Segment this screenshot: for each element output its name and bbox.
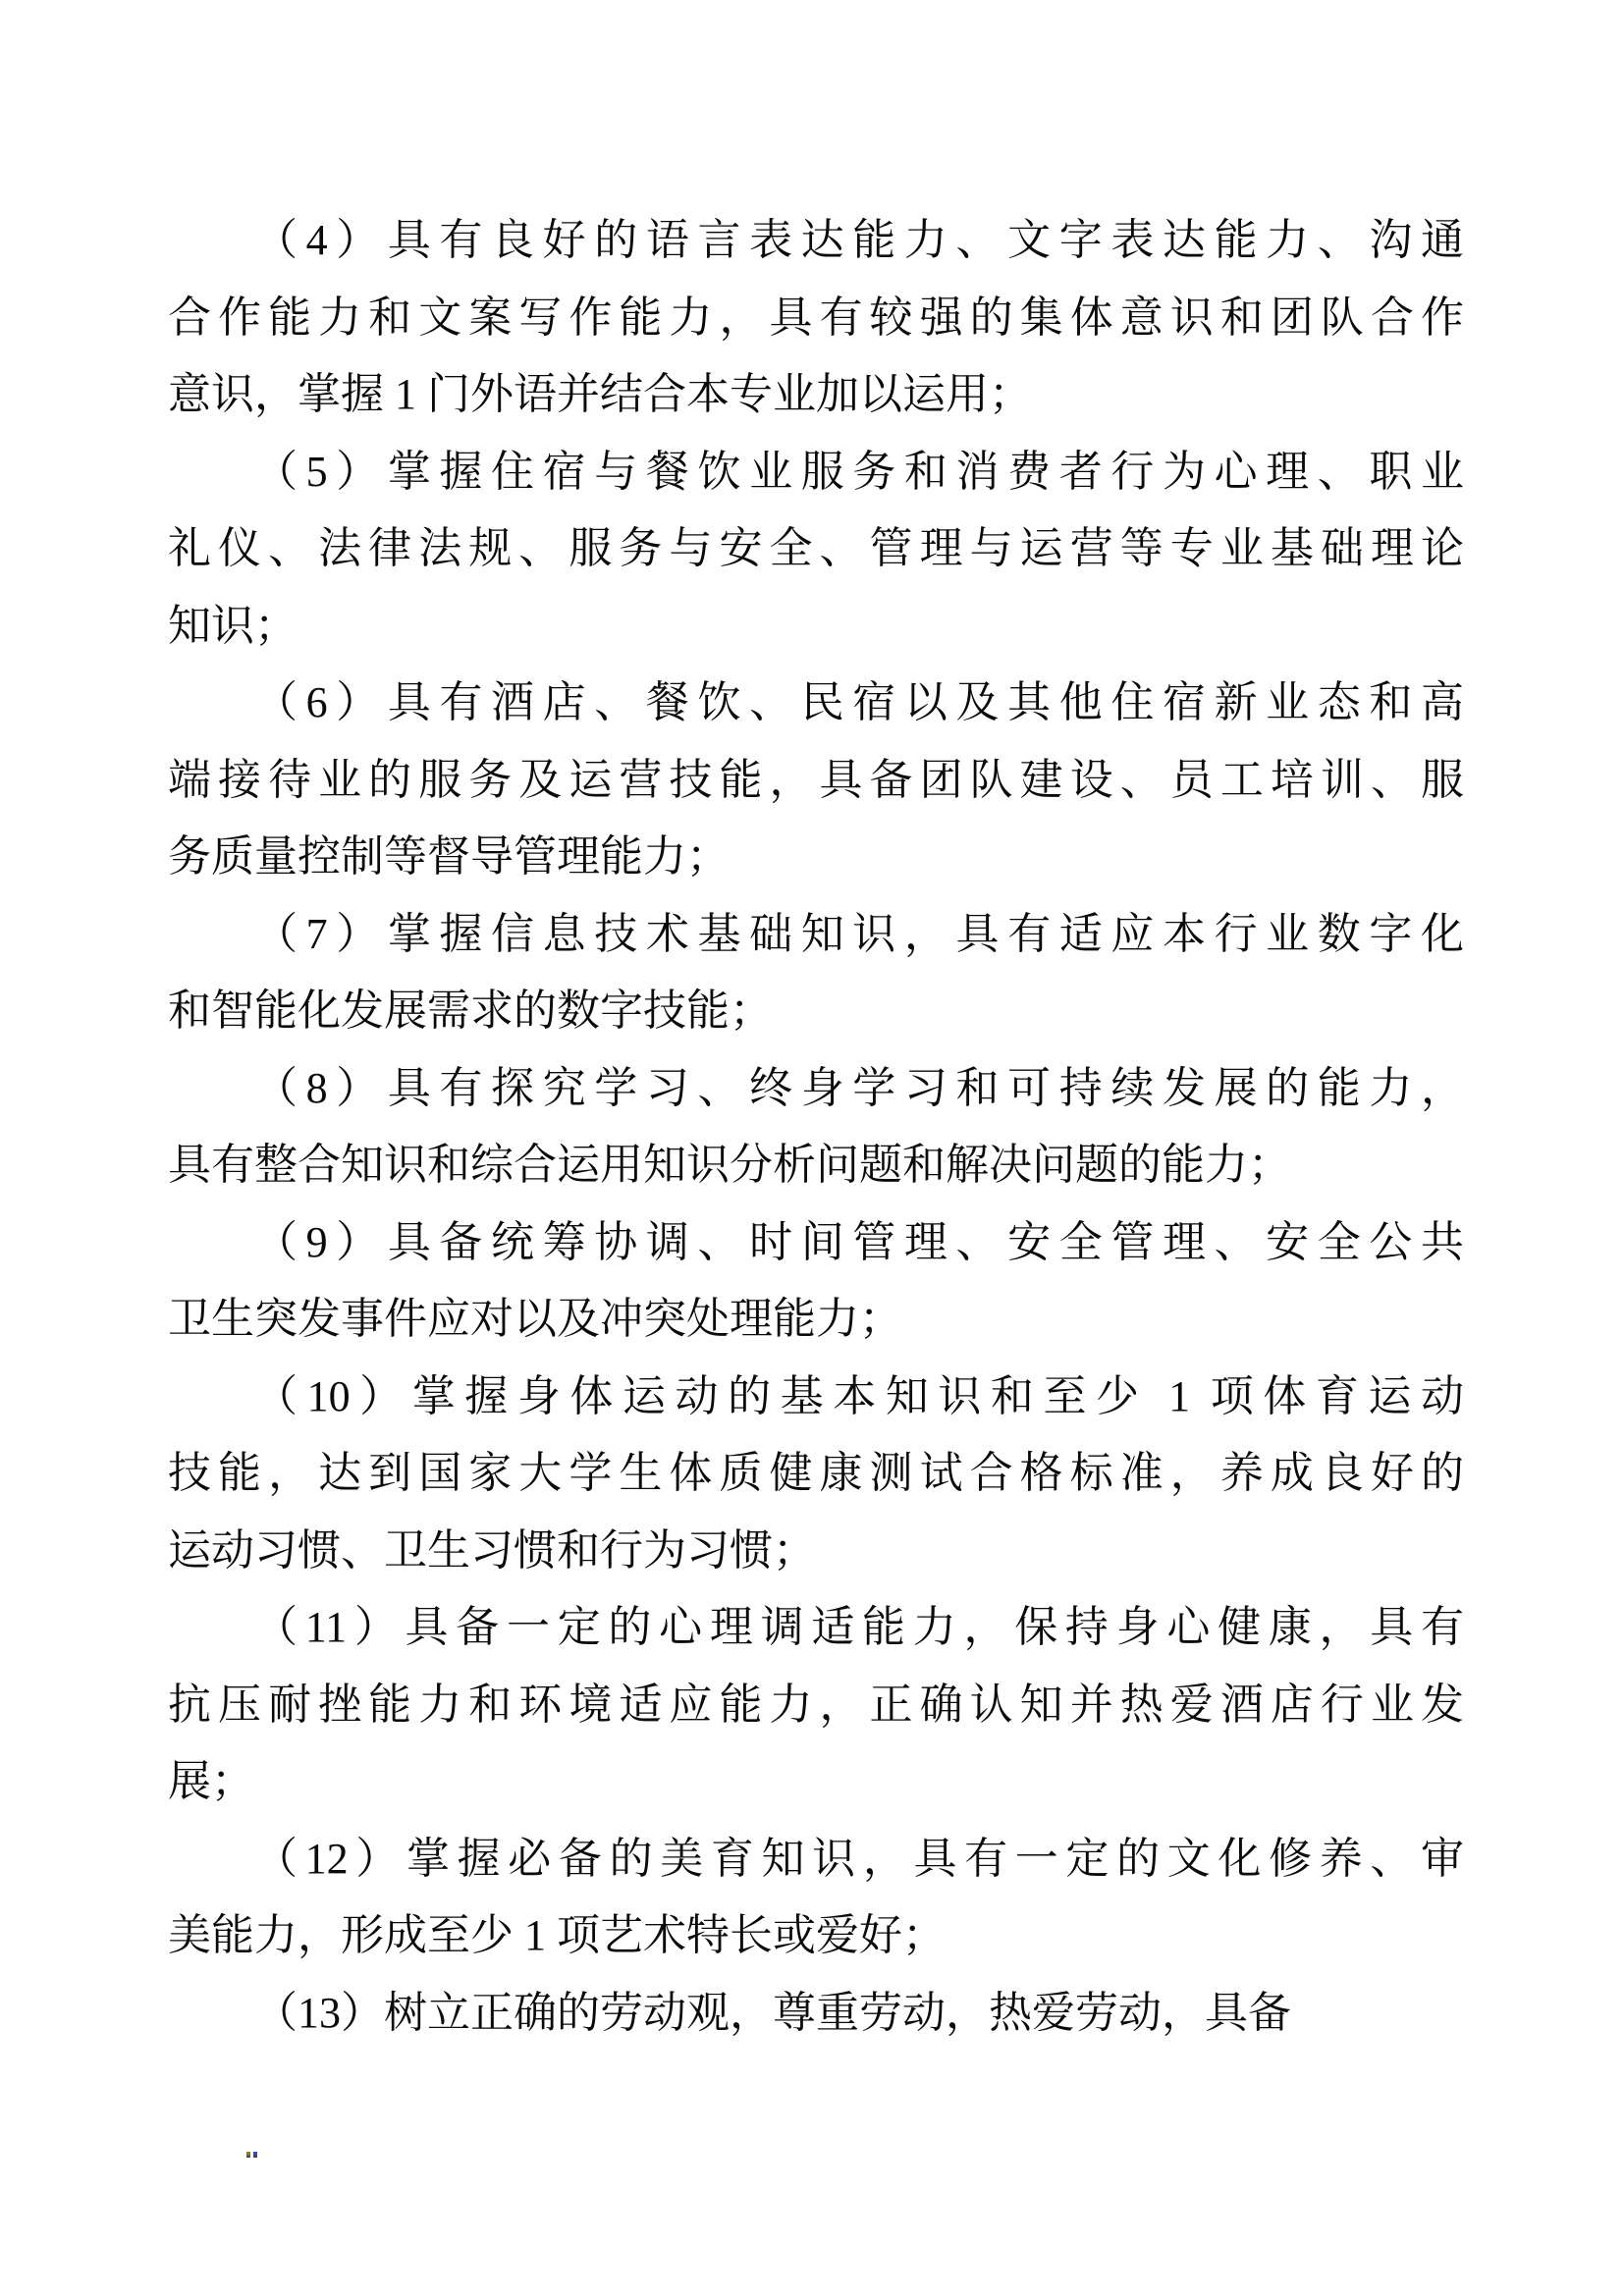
paragraph-line: 和智能化发展需求的数字技能； xyxy=(168,987,773,1035)
paragraph-line: （8）具有探究学习、终身学习和可持续发展的能力， xyxy=(254,1063,1464,1112)
paragraph-line: 卫生突发事件应对以及冲突处理能力； xyxy=(168,1295,902,1343)
paragraph-line: （9）具备统筹协调、时间管理、安全管理、安全公共 xyxy=(254,1217,1464,1266)
paragraph-line: 抗压耐挫能力和环境适应能力，正确认知并热爱酒店行业发 xyxy=(168,1680,1464,1729)
paragraph-line: 知识； xyxy=(168,601,298,650)
paragraph-line: 合作能力和文案写作能力，具有较强的集体意识和团队合作 xyxy=(168,293,1464,342)
paragraph-line: 展； xyxy=(168,1757,254,1805)
document-body xyxy=(168,202,1464,2052)
paragraph-line: 美能力，形成至少 1 项艺术特长或爱好； xyxy=(168,1911,946,1959)
paragraph-line: （11）具备一定的心理调适能力，保持身心健康，具有 xyxy=(254,1603,1464,1651)
paragraph-line: 端接待业的服务及运营技能，具备团队建设、员工培训、服 xyxy=(168,755,1464,804)
paragraph-line: （10）掌握身体运动的基本知识和至少 1 项体育运动 xyxy=(254,1371,1464,1420)
paragraph-line: （4）具有良好的语言表达能力、文字表达能力、沟通 xyxy=(254,216,1464,264)
color-speck xyxy=(246,2152,250,2158)
paragraph-line: 具有整合知识和综合运用知识分析问题和解决问题的能力； xyxy=(168,1141,1291,1189)
paragraph-line: 运动习惯、卫生习惯和行为习惯； xyxy=(168,1525,816,1575)
paragraph-line: （6）具有酒店、餐饮、民宿以及其他住宿新业态和高 xyxy=(254,678,1464,726)
paragraph-line: （13）树立正确的劳动观，尊重劳动，热爱劳动，具备 xyxy=(254,1988,1291,2037)
paragraph-line: 务质量控制等督导管理能力； xyxy=(168,832,730,881)
paragraph-line: 技能，达到国家大学生体质健康测试合格标准，养成良好的 xyxy=(168,1449,1464,1497)
paragraph-line: 礼仪、法律法规、服务与安全、管理与运营等专业基础理论 xyxy=(168,524,1464,572)
paragraph-line: 意识，掌握 1 门外语并结合本专业加以运用； xyxy=(168,370,1032,418)
page-mark-dots xyxy=(246,2152,257,2158)
paragraph-line: （7）掌握信息技术基础知识，具有适应本行业数字化 xyxy=(254,909,1464,958)
paragraph-line: （12）掌握必备的美育知识，具有一定的文化修养、审 xyxy=(254,1834,1464,1883)
paragraph-line: （5）掌握住宿与餐饮业服务和消费者行为心理、职业 xyxy=(254,447,1464,496)
color-speck xyxy=(253,2152,257,2158)
